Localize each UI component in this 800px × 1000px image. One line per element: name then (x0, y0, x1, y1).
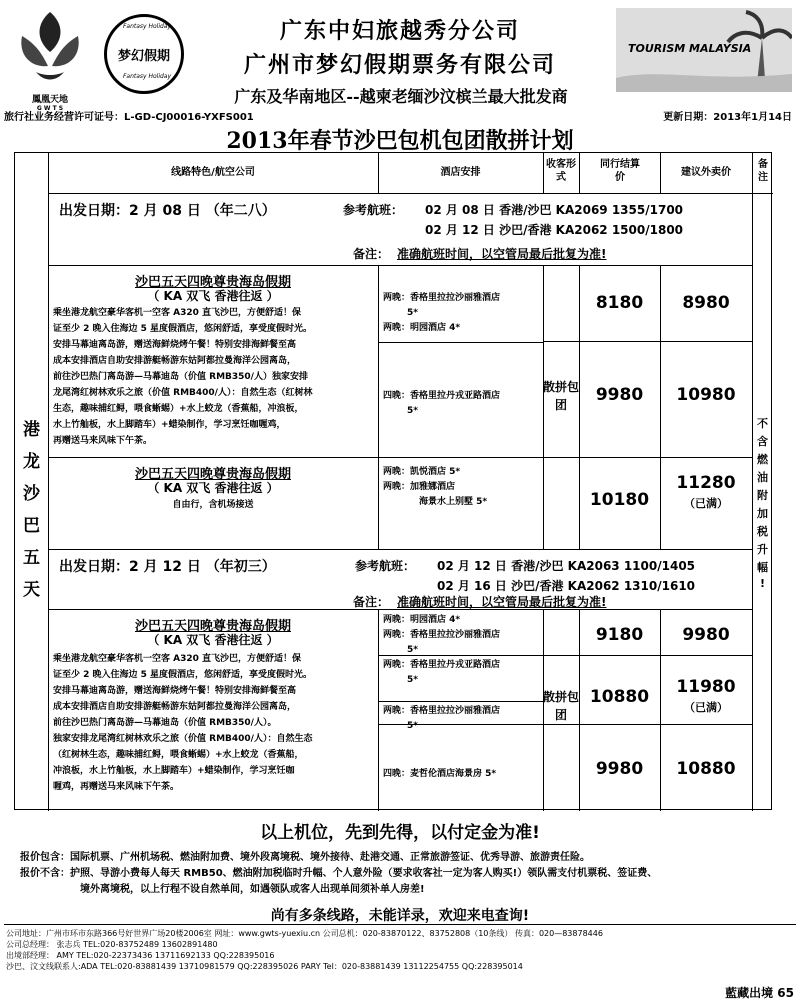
s2-route-hotel-a: 两晚：明园酒店 4* 两晚：香格里拉拉沙丽雅酒店 5* (383, 615, 501, 655)
section1-note-label: 备注： (353, 247, 390, 261)
sidebar-char: 天 (23, 580, 40, 600)
section2-flight-2: 02 月 16 日 沙巴/香港 KA2062 1310/1610 (437, 579, 696, 593)
s1-mode-label: 散拼包团 (543, 380, 580, 412)
price-excluded (20, 866, 790, 882)
s2-route-desc: 乘坐港龙航空豪华客机一空客 A320 直飞沙巴，方便舒适！保 证至少 2 晚入住海边 5 星度假酒店，悠闲舒适，享受度假时光。 安排马幕迪离岛游，赠送海鲜烧烤午餐！特别安排海鲜餐至高 成本安排酒店自助安排游艇畅游东姑阿都拉曼海洋公园离岛， 前往沙巴热门离岛游—马幕迪岛（价值 RMB350/人）。 独家安排龙尾湾红树林欢乐之旅（价值 RMB400/人）：自然生态 （红树林生态，趣味捕红鲟，喂食蜥蜴）+水上蛟龙（香蕉船， 冲浪板，水上竹舢板，水上脚踏车）+蜡染制作，学习烹饪咖 喱鸡，再赠送马来风味下午茶。 (53, 654, 313, 792)
s1-route1-hotel-b: 四晚：香格里拉丹戎亚路酒店 5* (383, 391, 501, 416)
header-remark: 备注 (758, 159, 768, 183)
s1-r2-price-settle: 10180 (589, 490, 650, 510)
s1-route1-desc: 乘坐港龙航空豪华客机一空客 A320 直飞沙巴，方便舒适！保 证至少 2 晚入住海边 5 星度假酒店，悠闲舒适，享受度假时光。 安排马幕迪离岛游，赠送海鲜烧烤午餐！特别安排海鲜餐至高 成本安排酒店自助安排游艇畅游东姑阿都拉曼海洋公园离岛， 前往沙巴热门离岛游—马幕迪岛（价值 RMB350/人）独家安排 龙尾湾红树林欢乐之旅（价值 RMB400/人）：自然生态（红树林 生态，趣味捕红鲟，喂食蜥蜴）+水上蛟龙（香蕉船，冲浪板， 水上竹舢板，水上脚踏车）+蜡染制作，学习烹饪咖喱鸡， 再赠送马来风味下午茶。 (53, 308, 313, 446)
update-date: 更新日期：2013年1月14日 (663, 112, 792, 123)
section2-flight-1: 02 月 12 日 香港/沙巴 KA2063 1100/1405 (437, 559, 696, 573)
s1-r2-full-badge: （已满） (684, 497, 728, 510)
fantasy-bottom-text: Fantasy Holiday (122, 73, 172, 80)
s2-price-b-settle: 10880 (589, 687, 650, 707)
footer-contact: 沙巴、汶文线联系人:ADA TEL:020-83881439 13710981579 QQ:228395026 PARY Tel：020-83881439 13112254755 QQ:228395014 (6, 962, 523, 971)
logo-left-subtext: G W T S (36, 105, 64, 112)
s1-route2-desc: 自由行，含机场接送 (172, 500, 254, 510)
sidebar-char: 巴 (23, 516, 40, 536)
s2-price-a-retail: 9980 (682, 625, 730, 645)
footer-gm: 公司总经理： 张志兵 TEL:020-83752489 13602891480 (6, 940, 218, 949)
sidebar-char: 沙 (23, 484, 40, 504)
header-settle: 同行结算价 (600, 159, 640, 183)
first-come-notice: 以上机位，先到先得，以付定金为准! (260, 823, 540, 843)
page-title: 2013年春节沙巴包机包团散拼计划 (226, 128, 574, 154)
s1-route1-title: 沙巴五天四晚尊贵海岛假期 (134, 275, 291, 290)
section1-depart-date: 出发日期：2 月 08 日 （年二八） (59, 203, 276, 219)
s1-r1-price-b-retail: 10980 (676, 385, 736, 405)
section1-flight-label: 参考航班： (343, 203, 404, 217)
footer-dept-manager: 出境部经理： AMY TEL:020-22373436 13711692133 QQ:228395016 (6, 951, 275, 960)
header-hotel: 酒店安排 (440, 167, 481, 178)
slogan: 广东及华南地区--越柬老缅沙汶槟兰最大批发商 (234, 87, 568, 106)
section1-note: 准确航班时间，以空管局最后批复为准! (397, 247, 607, 261)
s2-route-hotel-b2: 两晚：香格里拉拉沙丽雅酒店 5* (383, 706, 501, 731)
header-mode: 收客形式 (546, 159, 576, 183)
fantasy-holiday-logo (104, 14, 184, 94)
logo-left-text: 鳳凰天地 (31, 95, 68, 105)
s1-r1-price-a-retail: 8980 (682, 293, 730, 313)
price-included (20, 850, 790, 866)
header-retail: 建议外卖价 (681, 167, 731, 178)
tourism-malaysia-text: TOURISM MALAYSIA (628, 42, 752, 55)
s2-price-a-settle: 9180 (595, 625, 644, 645)
s1-route2-sub: （ KA 双飞 香港往返 ） (147, 481, 279, 495)
remark-char: 油 (757, 471, 768, 484)
s2-full-badge: （已满） (684, 701, 728, 714)
license-number: 旅行社业务经营许可证号：L-GD-CJ00016-YXFS001 (4, 112, 254, 123)
s2-route-sub: （ KA 双飞 香港往返 ） (147, 633, 279, 647)
section2-depart-date: 出发日期：2 月 12 日 （年初三） (59, 559, 276, 575)
page-header (0, 0, 800, 123)
company-name-2: 广州市梦幻假期票务有限公司 (243, 52, 556, 78)
tour-table (14, 152, 772, 810)
sidebar-char: 港 (23, 420, 40, 440)
remark-char: 幅 (757, 561, 768, 574)
remark-char: 含 (757, 435, 768, 448)
s2-mode-label: 散拼包团 (543, 690, 580, 722)
included-label: 报价包含： (20, 852, 70, 863)
remark-char: 附 (757, 489, 768, 502)
section1-flight-2: 02 月 12 日 沙巴/香港 KA2062 1500/1800 (425, 223, 684, 237)
page-number: 藍藏出境 65 (725, 986, 794, 1000)
sidebar-char: 龙 (23, 452, 40, 472)
s2-route-hotel-b: 两晚：香格里拉丹戎亚路酒店 5* (383, 660, 501, 685)
s2-route-hotel-c: 四晚：麦哲伦酒店海景房 5* (383, 769, 497, 779)
more-routes-notice: 尚有多条线路，未能详录，欢迎来电查询! (270, 908, 530, 924)
footer-address: 公司地址：广州市环市东路366号好世界广场20楼2006室 网址：www.gwts-yuexiu.cn 公司总机：020-83870122、83752808（10条线） 传真：020—83878446 (6, 929, 603, 938)
s2-price-b-retail: 11980 (676, 677, 736, 697)
section1-flight-1: 02 月 08 日 香港/沙巴 KA2069 1355/1700 (425, 203, 684, 217)
s1-route2-hotel: 两晚：凯悦酒店 5* 两晚：加雅娜酒店 海景水上别墅 5* (383, 467, 488, 507)
s2-route-title: 沙巴五天四晚尊贵海岛假期 (134, 619, 291, 634)
fantasy-top-text: Fantasy Holiday (122, 23, 172, 30)
s1-route1-hotel-a: 两晚：香格里拉拉沙丽雅酒店 5* 两晚：明园酒店 4* (383, 293, 501, 333)
remark-char: 税 (757, 525, 768, 538)
section2-note-label: 备注： (353, 595, 390, 609)
s1-route2-title: 沙巴五天四晚尊贵海岛假期 (134, 467, 291, 482)
s2-price-c-retail: 10880 (676, 759, 736, 779)
excluded-label: 报价不含： (20, 868, 70, 879)
s1-r2-price-retail: 11280 (676, 473, 736, 493)
remark-char: 不 (757, 417, 768, 430)
footer-divider (4, 924, 796, 925)
s1-r1-price-a-settle: 8180 (595, 293, 644, 313)
excluded-text-1: 护照、导游小费每人每天 RMB50、燃油附加税临时升幅、个人意外险（要求收客社一定为客人购买!）领队需支付机票税、签证费、 (70, 868, 658, 879)
included-text: 国际机票、广州机场税、燃油附加费、境外段离境税、境外接待、赴港交通、正常旅游签证、优秀导游、旅游责任险。 (70, 852, 590, 863)
fantasy-main-text: 梦幻假期 (117, 49, 170, 64)
s1-route1-sub: （ KA 双飞 香港往返 ） (147, 289, 279, 303)
section2-flight-label: 参考航班： (355, 559, 416, 573)
remark-char: 加 (757, 507, 768, 520)
phoenix-logo-icon (6, 6, 94, 94)
remark-char: 升 (757, 543, 768, 556)
header-route: 线路特色/航空公司 (171, 167, 255, 178)
s2-price-c-settle: 9980 (595, 759, 644, 779)
remark-char: 燃 (757, 453, 768, 466)
s1-r1-price-b-settle: 9980 (595, 385, 644, 405)
remark-char: ! (759, 577, 766, 590)
company-name-1: 广东中妇旅越秀分公司 (279, 18, 520, 44)
sidebar-char: 五 (23, 548, 40, 568)
excluded-text-2: 境外离境税，以上行程不设自然单间，如遇领队或客人出现单间须补单人房差! (80, 884, 425, 895)
section2-note: 准确航班时间，以空管局最后批复为准! (397, 595, 607, 609)
